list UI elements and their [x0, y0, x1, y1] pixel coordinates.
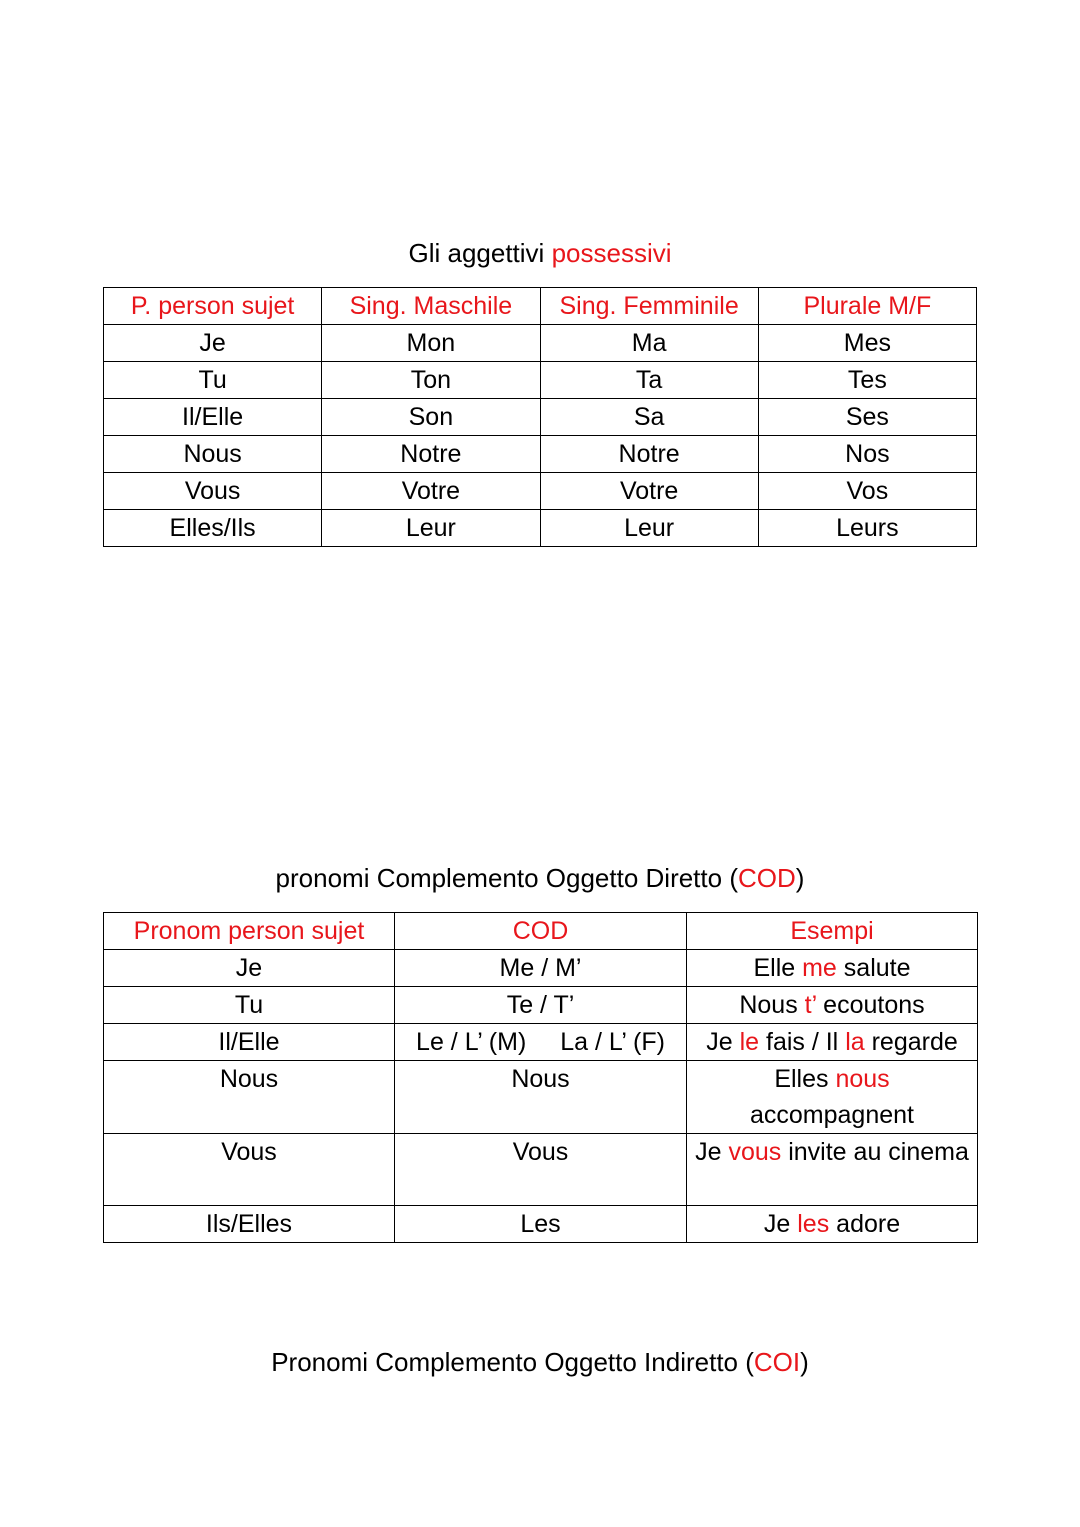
table-cell: Votre [322, 473, 540, 510]
example-text: Je [763, 1210, 798, 1238]
table-cell: Leurs [758, 510, 976, 547]
title-text: pronomi Complemento Oggetto Diretto ( [275, 863, 738, 893]
table-row [104, 399, 977, 436]
table-cell: Nous [104, 436, 322, 473]
table-row [104, 987, 978, 1024]
table-row [104, 950, 978, 987]
example-text: Elles [774, 1065, 836, 1093]
subject-cell: Je [104, 950, 395, 987]
table-cell: Je [104, 325, 322, 362]
title-highlight: possessivi [551, 238, 672, 268]
table-row [104, 325, 977, 362]
cod-cell: Nous [395, 1061, 687, 1134]
title-suffix: ) [795, 863, 805, 893]
table-row [104, 1061, 978, 1134]
table-cell: Vous [104, 473, 322, 510]
title-highlight: COD [737, 863, 796, 893]
example-cell [687, 1134, 978, 1206]
example-text: adore [829, 1210, 901, 1238]
example-text: salute [836, 954, 911, 982]
example-text: Nous [739, 991, 805, 1019]
example-text: Je [695, 1138, 729, 1166]
table-cell: Ton [322, 362, 540, 399]
cod-cell: Te / T’ [395, 987, 687, 1024]
example-cell [687, 987, 978, 1024]
table-cell: Leur [322, 510, 540, 547]
cod-cell: Les [395, 1206, 687, 1243]
example-cell [687, 950, 978, 987]
example-cell [687, 1206, 978, 1243]
possessive-adjectives-table [103, 287, 977, 547]
example-pronoun: vous [728, 1138, 782, 1166]
table-cell: Son [322, 399, 540, 436]
possessive-adjectives-title [0, 237, 1080, 269]
example-pronoun: nous [835, 1065, 890, 1093]
table-cell: Ses [758, 399, 976, 436]
cod-cell [395, 1024, 687, 1061]
subject-cell: Ils/Elles [104, 1206, 395, 1243]
table-cell: Sa [540, 399, 758, 436]
table-cell: Notre [322, 436, 540, 473]
title-suffix: ) [800, 1347, 809, 1377]
cod-cell: Vous [395, 1134, 687, 1206]
table-cell: Nos [758, 436, 976, 473]
header-cell: P. person sujet [104, 288, 322, 325]
example-cell [687, 1061, 978, 1134]
example-pronoun: t’ [804, 991, 817, 1019]
table-row [104, 1134, 978, 1206]
example-text: Je [706, 1028, 740, 1056]
title-highlight: COI [753, 1347, 801, 1377]
table-cell: Vos [758, 473, 976, 510]
table-cell: Votre [540, 473, 758, 510]
example-pronoun: les [797, 1210, 830, 1238]
table-row [104, 362, 977, 399]
header-cell: Pronom person sujet [104, 913, 395, 950]
cod-masculine: Le / L’ (M) [416, 1028, 527, 1056]
header-cell: Sing. Maschile [322, 288, 540, 325]
table-row [104, 1024, 978, 1061]
table-cell: Elles/Ils [104, 510, 322, 547]
header-cell: Sing. Femminile [540, 288, 758, 325]
example-text: regarde [864, 1028, 958, 1056]
table-cell: Leur [540, 510, 758, 547]
subject-cell: Nous [104, 1061, 395, 1134]
example-cell [687, 1024, 978, 1061]
example-text: Elle [753, 954, 803, 982]
title-text: Pronomi Complemento Oggetto Indiretto ( [271, 1347, 754, 1377]
table-row [104, 436, 977, 473]
table-cell: Il/Elle [104, 399, 322, 436]
table-row [104, 1206, 978, 1243]
subject-cell: Tu [104, 987, 395, 1024]
title-text: Gli aggettivi [408, 238, 552, 268]
coi-pronouns-title [0, 1346, 1080, 1378]
example-text: accompagnent [749, 1101, 914, 1129]
table-cell: Ta [540, 362, 758, 399]
cod-cell: Me / M’ [395, 950, 687, 987]
table-cell: Tu [104, 362, 322, 399]
subject-cell: Vous [104, 1134, 395, 1206]
cod-pronouns-title [0, 862, 1080, 894]
cod-feminine: La / L’ (F) [560, 1028, 665, 1056]
table-header-row [104, 288, 977, 325]
header-cell: Plurale M/F [758, 288, 976, 325]
example-pronoun: le [739, 1028, 760, 1056]
table-row [104, 473, 977, 510]
table-cell: Mes [758, 325, 976, 362]
cod-pronouns-table [103, 912, 978, 1243]
table-cell: Notre [540, 436, 758, 473]
table-cell: Tes [758, 362, 976, 399]
subject-cell: Il/Elle [104, 1024, 395, 1061]
example-text: invite au cinema [781, 1138, 969, 1166]
example-pronoun: la [845, 1028, 865, 1056]
example-text: fais / Il [759, 1028, 846, 1056]
example-pronoun: me [802, 954, 837, 982]
header-cell: COD [395, 913, 687, 950]
example-text: ecoutons [816, 991, 925, 1019]
table-row [104, 510, 977, 547]
table-cell: Mon [322, 325, 540, 362]
table-cell: Ma [540, 325, 758, 362]
table-header-row [104, 913, 978, 950]
header-cell: Esempi [687, 913, 978, 950]
